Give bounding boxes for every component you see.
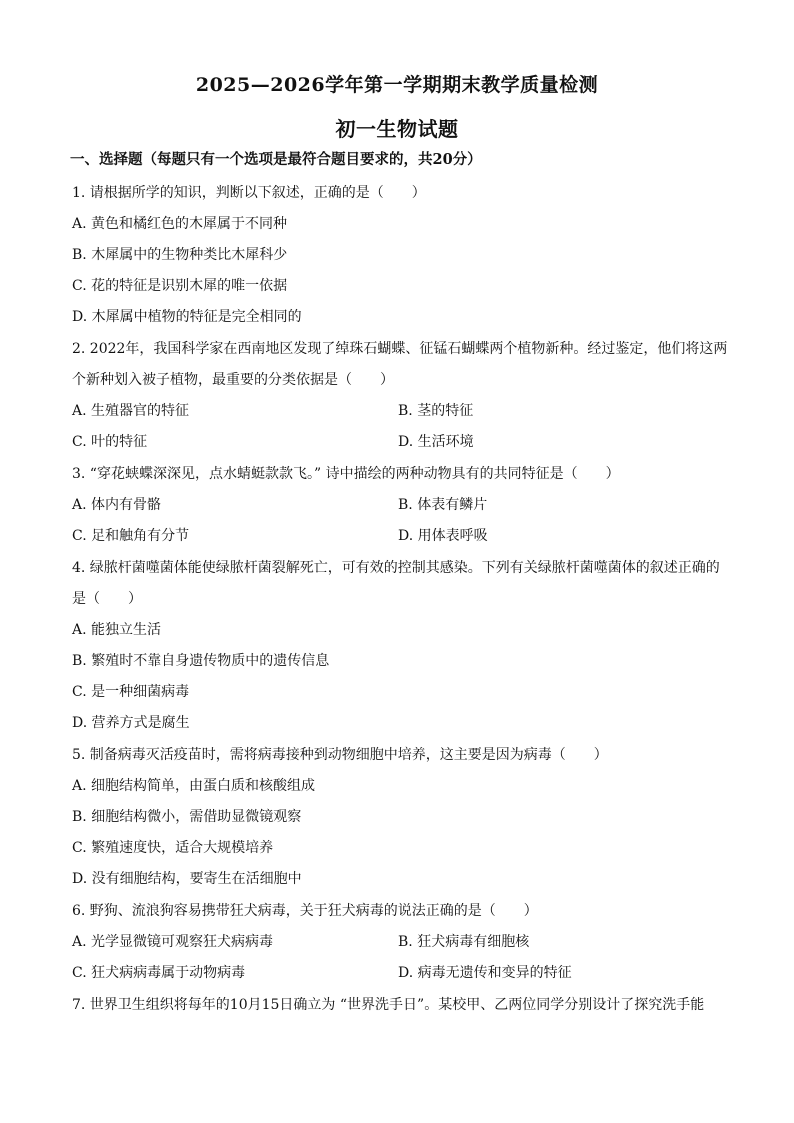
question-4-option-a: A. 能独立生活 (72, 622, 162, 638)
question-2-option-c: C. 叶的特征 (72, 434, 148, 450)
question-4-option-c: C. 是一种细菌病毒 (72, 684, 190, 700)
question-1-option-a: A. 黄色和橘红色的木犀属于不同种 (72, 216, 288, 232)
section-heading: 一、选择题（每题只有一个选项是最符合题目要求的，共20分） (70, 151, 482, 168)
question-2-stem-line-1: 2. 2022年，我国科学家在西南地区发现了绰珠石蝴蝶、征锰石蝴蝶两个植物新种。经过鉴定，他们将这两 (72, 341, 728, 357)
question-4-option-d: D. 营养方式是腐生 (72, 715, 190, 731)
question-1-option-c: C. 花的特征是识别木犀的唯一依据 (72, 278, 288, 294)
page-title: 2025—2026学年第一学期期末教学质量检测 (195, 74, 599, 96)
question-3-option-d: D. 用体表呼吸 (398, 528, 488, 544)
question-1-option-d: D. 木犀属中植物的特征是完全相同的 (72, 309, 302, 325)
question-6-option-b: B. 狂犬病毒有细胞核 (398, 934, 530, 950)
question-2-option-d: D. 生活环境 (398, 434, 474, 450)
question-3-option-b: B. 体表有鳞片 (398, 497, 488, 513)
question-4-option-b: B. 繁殖时不靠自身遗传物质中的遗传信息 (72, 653, 330, 669)
question-4-stem-line-1: 4. 绿脓杆菌噬菌体能使绿脓杆菌裂解死亡，可有效的控制其感染。下列有关绿脓杆菌噬菌体的叙述正确的 (72, 560, 720, 576)
question-5-option-a: A. 细胞结构简单，由蛋白质和核酸组成 (72, 778, 316, 794)
question-2-option-b: B. 茎的特征 (398, 403, 474, 419)
question-1-option-b: B. 木犀属中的生物种类比木犀科少 (72, 247, 288, 263)
question-6-option-d: D. 病毒无遗传和变异的特征 (398, 965, 572, 981)
question-2-option-a: A. 生殖器官的特征 (72, 403, 190, 419)
question-4-stem-line-2: 是（ ） (72, 591, 142, 607)
question-6-option-c: C. 狂犬病病毒属于动物病毒 (72, 965, 246, 981)
question-5-stem: 5. 制备病毒灭活疫苗时，需将病毒接种到动物细胞中培养，这主要是因为病毒（ ） (72, 747, 608, 763)
question-2-stem-line-2: 个新种划入被子植物，最重要的分类依据是（ ） (72, 372, 394, 388)
question-5-option-d: D. 没有细胞结构，要寄生在活细胞中 (72, 871, 302, 887)
question-1-stem: 1. 请根据所学的知识，判断以下叙述，正确的是（ ） (72, 185, 426, 201)
question-6-stem: 6. 野狗、流浪狗容易携带狂犬病毒，关于狂犬病毒的说法正确的是（ ） (72, 903, 538, 919)
question-5-option-b: B. 细胞结构微小，需借助显微镜观察 (72, 809, 302, 825)
page-subtitle: 初一生物试题 (335, 117, 459, 141)
question-3-option-a: A. 体内有骨骼 (72, 497, 162, 513)
question-6-option-a: A. 光学显微镜可观察狂犬病病毒 (72, 934, 274, 950)
question-7-stem-line-1: 7. 世界卫生组织将每年的10月15日确立为 “世界洗手日”。某校甲、乙两位同学分别设计了探究洗手能 (72, 997, 705, 1013)
question-5-option-c: C. 繁殖速度快，适合大规模培养 (72, 840, 274, 856)
question-3-stem: 3. “穿花蛱蝶深深见，点水蜻蜓款款飞。” 诗中描绘的两种动物具有的共同特征是（ ） (72, 466, 620, 482)
question-3-option-c: C. 足和触角有分节 (72, 528, 190, 544)
